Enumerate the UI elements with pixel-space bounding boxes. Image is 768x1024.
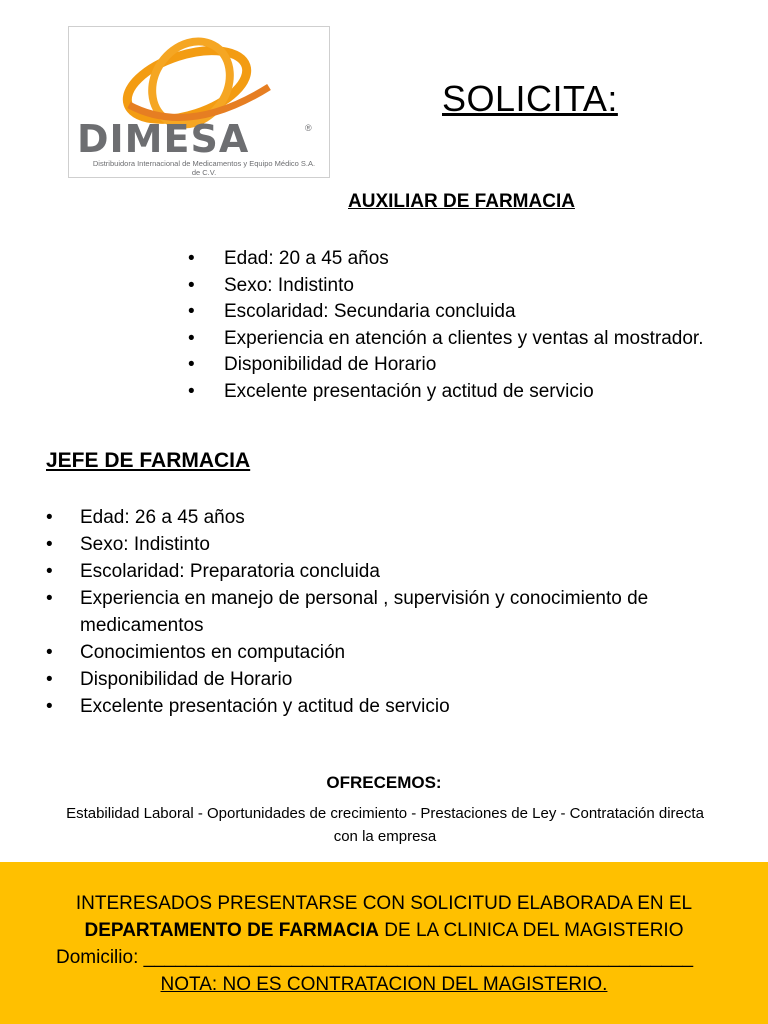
list-item: • Escolaridad: Secundaria concluida: [188, 299, 704, 326]
jefe-requirements-list: [46, 504, 746, 720]
jefe-section-title: JEFE DE FARMACIA: [46, 449, 251, 472]
list-item: • Escolaridad: Preparatoria concluida: [46, 558, 746, 585]
auxiliar-requirements-list: [188, 246, 704, 405]
note-text: NOTA: NO ES CONTRATACION DEL MAGISTERIO.: [160, 974, 608, 995]
contact-line-2: [0, 920, 768, 942]
logo-brand-text: DIMESA: [77, 117, 250, 161]
list-item: • Excelente presentación y actitud de servicio: [188, 379, 704, 406]
list-item: • Conocimientos en computación: [46, 639, 746, 666]
page-title: SOLICITA:: [442, 78, 618, 119]
contact-line-1: INTERESADOS PRESENTARSE CON SOLICITUD ELABORADA EN EL: [75, 893, 693, 914]
contact-banner: [0, 862, 768, 1024]
address-line: Domicilio: ____________________________________________________: [56, 947, 694, 968]
ofrecemos-title: OFRECEMOS:: [326, 773, 442, 792]
list-item: • Sexo: Indistinto: [46, 531, 746, 558]
department-name: DEPARTAMENTO DE FARMACIA: [84, 920, 380, 941]
logo-tagline: Distribuidora Internacional de Medicamentos y Equipo Médico S.A. de C.V.: [92, 159, 316, 177]
company-logo: [68, 26, 330, 178]
ofrecemos-text: Estabilidad Laboral - Oportunidades de crecimiento - Prestaciones de Ley - Contratación directa con la empresa: [66, 805, 704, 845]
list-item: • Disponibilidad de Horario: [188, 352, 704, 379]
list-item: • Edad: 20 a 45 años: [188, 246, 704, 273]
list-item: • Experiencia en manejo de personal , supervisión y conocimiento de medicamentos: [46, 585, 746, 639]
clinic-name: DE LA CLINICA DEL MAGISTERIO: [379, 920, 684, 941]
auxiliar-section-title: AUXILIAR DE FARMACIA: [348, 191, 575, 212]
logo-registered-mark: ®: [305, 123, 312, 133]
list-item: • Excelente presentación y actitud de servicio: [46, 693, 746, 720]
list-item: • Disponibilidad de Horario: [46, 666, 746, 693]
list-item: • Experiencia en atención a clientes y ventas al mostrador.: [188, 326, 704, 353]
list-item: • Edad: 26 a 45 años: [46, 504, 746, 531]
list-item: • Sexo: Indistinto: [188, 273, 704, 300]
